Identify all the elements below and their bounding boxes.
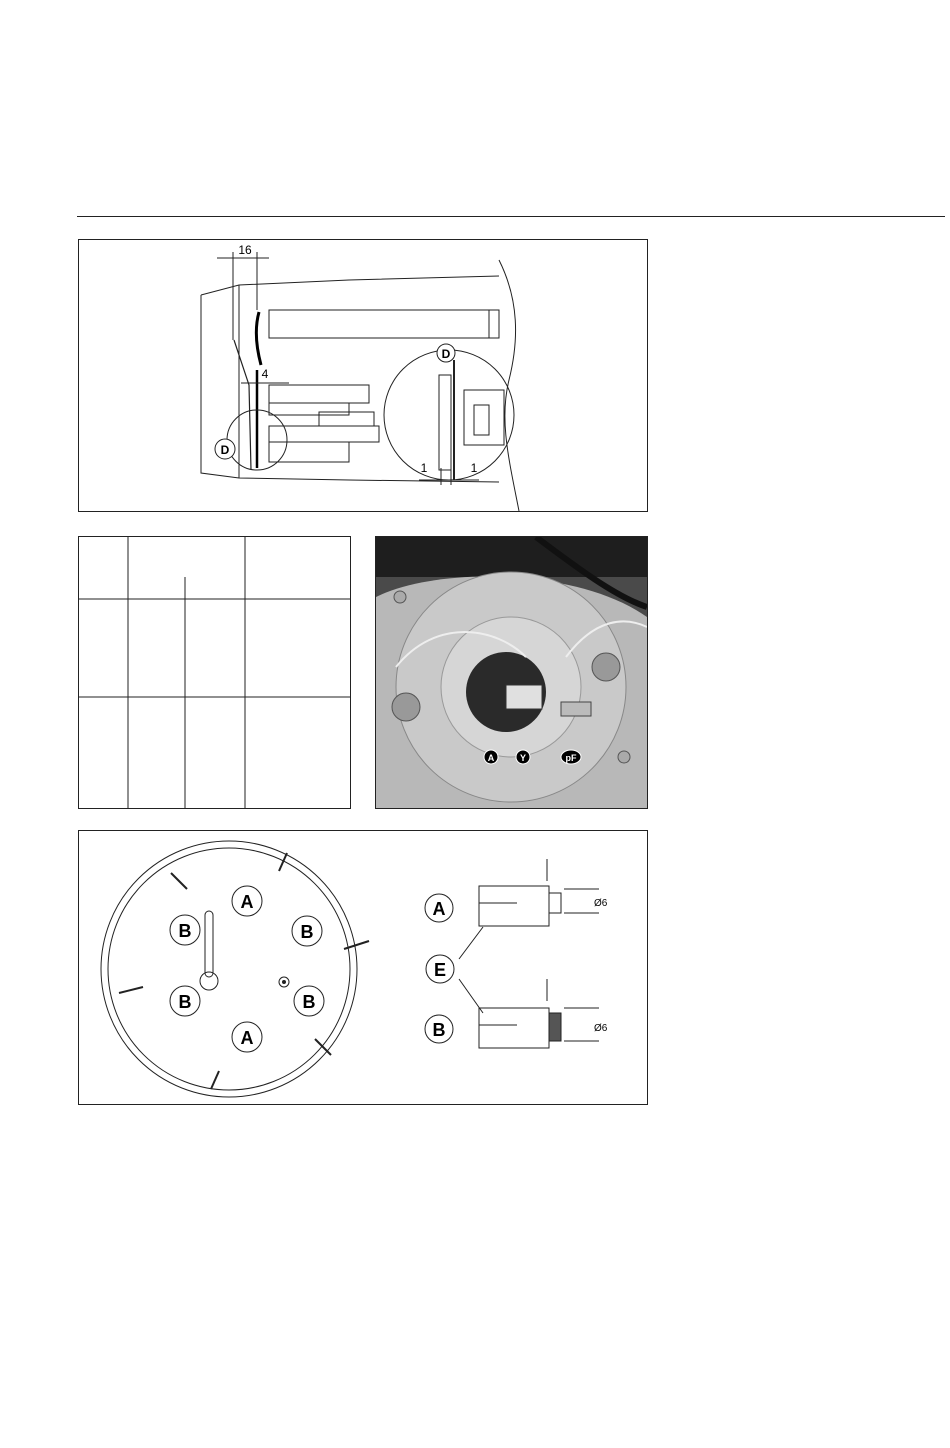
photo-label-pf: pF — [565, 753, 577, 763]
electrode-setting-figure — [78, 239, 648, 512]
nozzle-label-bottom-a: A — [240, 1028, 254, 1048]
dimension-4: 4 — [261, 367, 269, 381]
nozzle-drawing — [79, 831, 647, 1104]
detail-label-b: B — [432, 1020, 446, 1040]
electrode-drawing — [79, 240, 647, 511]
header-rule — [77, 216, 945, 217]
dimension-a-diameter: Ø6 — [594, 898, 608, 909]
detail-label-e: E — [433, 960, 447, 980]
nozzle-label-b-lower-right: B — [302, 992, 316, 1012]
photo-label-a: A — [487, 753, 495, 763]
photo-drawing — [376, 537, 647, 808]
detail-callout-d: D — [220, 443, 230, 457]
nozzle-label-top-a: A — [240, 892, 254, 912]
dimension-b-diameter: Ø6 — [594, 1023, 608, 1034]
detail-dimension-right: 1 — [470, 461, 478, 475]
burner-head-photo — [375, 536, 648, 809]
photo-label-y: Y — [519, 753, 527, 763]
nozzle-figure — [78, 830, 648, 1105]
empty-table — [78, 536, 351, 809]
detail-dimension-left: 1 — [420, 461, 428, 475]
dimension-16: 16 — [238, 243, 252, 257]
nozzle-label-b-lower-left: B — [178, 992, 192, 1012]
detail-callout-d-top: D — [441, 347, 451, 361]
table-grid — [79, 537, 350, 808]
nozzle-label-b-upper-right: B — [300, 922, 314, 942]
nozzle-labels — [170, 886, 324, 1052]
nozzle-label-b-upper-left: B — [178, 921, 192, 941]
detail-label-a: A — [432, 899, 446, 919]
